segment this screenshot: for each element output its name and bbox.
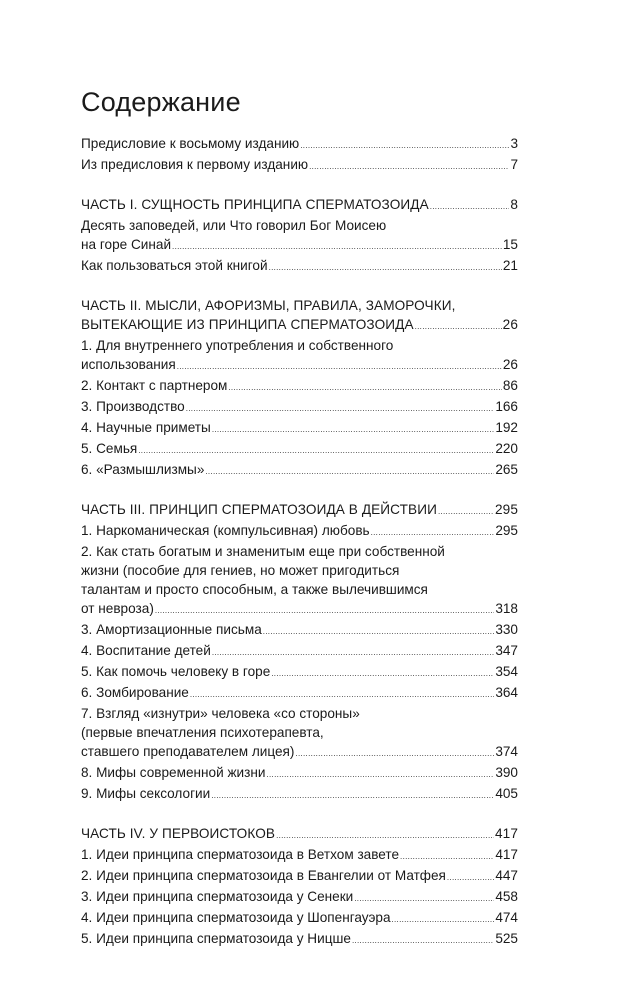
toc-entry-label: 1. Наркоманическая (компульсивная) любовь [81, 522, 370, 538]
toc-entry [81, 235, 518, 256]
toc-entry-label: 4. Научные приметы [81, 419, 211, 435]
part-heading-label: ВЫТЕКАЮЩИЕ ИЗ ПРИНЦИПА СПЕРМАТОЗОИДА [81, 316, 414, 332]
dot-leader [415, 315, 502, 336]
toc-entry-page: 417 [495, 846, 518, 862]
dot-leader [138, 439, 494, 460]
toc-entry-label: ставшего преподавателем лицея) [81, 743, 295, 759]
toc-entry [81, 620, 518, 641]
toc-entry-line: (первые впечатления психотерапевта, [81, 724, 324, 740]
dot-leader [205, 460, 494, 481]
toc-entry [81, 134, 518, 155]
toc-entry-label: Из предисловия к первому изданию [81, 156, 309, 172]
dot-leader [177, 355, 502, 376]
dot-leader [392, 908, 495, 929]
toc-entry-label: 9. Мифы сексологии [81, 785, 211, 801]
toc-entry-page: 21 [502, 257, 518, 273]
toc-entry-page: 474 [495, 909, 518, 925]
toc-entry-label: Как пользоваться этой книгой [81, 257, 268, 273]
part-heading-label: ЧАСТЬ I. СУЩНОСТЬ ПРИНЦИПА СПЕРМАТОЗОИДА [81, 196, 429, 212]
spacer [81, 481, 518, 500]
dot-leader [352, 929, 494, 950]
toc-entry-page: 364 [495, 684, 518, 700]
dot-leader [172, 235, 502, 256]
dot-leader [430, 195, 510, 216]
toc-entry [81, 866, 518, 887]
toc-entry-page: 220 [495, 440, 518, 456]
toc-entry-page: 354 [495, 663, 518, 679]
dot-leader [263, 620, 495, 641]
toc-entry-label: 3. Идеи принципа сперматозоида у Сенеки [81, 888, 354, 904]
toc-entry-label: 5. Идеи принципа сперматозоида у Ницше [81, 930, 351, 946]
toc-entry-label: Предисловие к восьмому изданию [81, 135, 300, 151]
dot-leader [269, 256, 502, 277]
toc-entry [81, 376, 518, 397]
toc-entry-page: 318 [495, 600, 518, 616]
toc-entry-line: 1. Для внутреннего употребления и собственного [81, 337, 394, 353]
toc-entry-label: 4. Воспитание детей [81, 642, 211, 658]
toc-entry-page: 295 [495, 522, 518, 538]
page-title: Содержание [81, 87, 241, 117]
part-heading-page: 295 [495, 501, 518, 517]
toc-entry-page: 347 [495, 642, 518, 658]
toc-entry-label: 3. Производство [81, 398, 185, 414]
toc-entry-page: 458 [495, 888, 518, 904]
dot-leader [400, 845, 494, 866]
toc-entry-page: 330 [495, 621, 518, 637]
dot-leader [354, 887, 494, 908]
part-heading [81, 315, 518, 336]
part-heading [81, 500, 518, 521]
spacer [81, 805, 518, 824]
dot-leader [438, 500, 494, 521]
toc-entry [81, 742, 518, 763]
part-heading-page: 26 [502, 316, 518, 332]
toc-entry-label: 2. Идеи принципа сперматозоида в Евангелии от Матфея [81, 867, 446, 883]
toc-entry-line: талантам и просто способным, а также вылечившимся [81, 581, 428, 597]
toc-entry-page: 26 [502, 356, 518, 372]
dot-leader [309, 155, 509, 176]
dot-leader [295, 742, 494, 763]
toc-entry-page: 192 [495, 419, 518, 435]
toc-entry-line: 2. Как стать богатым и знаменитым еще при собственной [81, 543, 445, 559]
toc-entry [81, 521, 518, 542]
toc-entry-label: 6. Зомбирование [81, 684, 189, 700]
toc-entry-page: 3 [510, 135, 518, 151]
part-heading [81, 195, 518, 216]
dot-leader [447, 866, 494, 887]
toc-entry-label: использования [81, 356, 176, 372]
dot-leader [300, 134, 509, 155]
toc-entry-label: 8. Мифы современной жизни [81, 764, 266, 780]
part-heading-page: 8 [510, 196, 518, 212]
part-heading [81, 824, 518, 845]
dot-leader [212, 418, 495, 439]
table-of-contents [81, 88, 518, 950]
dot-leader [228, 376, 502, 397]
toc-entry [81, 355, 518, 376]
toc-entry-page: 374 [495, 743, 518, 759]
toc-entry-page: 7 [510, 156, 518, 172]
toc-entry [81, 908, 518, 929]
part-heading-page: 417 [495, 825, 518, 841]
toc-entry-page: 405 [495, 785, 518, 801]
toc-entry [81, 929, 518, 950]
part-heading-label: ЧАСТЬ III. ПРИНЦИП СПЕРМАТОЗОИДА В ДЕЙСТВИИ [81, 501, 437, 517]
toc-entry [81, 460, 518, 481]
toc-entry [81, 599, 518, 620]
toc-entry-page: 166 [495, 398, 518, 414]
part-heading-label: ЧАСТЬ IV. У ПЕРВОИСТОКОВ [81, 825, 276, 841]
dot-leader [271, 662, 494, 683]
toc-entry-line: 7. Взгляд «изнутри» человека «со стороны» [81, 705, 360, 721]
toc-entry [81, 683, 518, 704]
toc-entry-label: 2. Контакт с партнером [81, 377, 228, 393]
toc-entry-page: 265 [495, 461, 518, 477]
toc-entry [81, 439, 518, 460]
toc-entry-page: 447 [495, 867, 518, 883]
dot-leader [155, 599, 494, 620]
toc-entry-label: на горе Синай [81, 236, 172, 252]
dot-leader [276, 824, 494, 845]
toc-entry-page: 390 [495, 764, 518, 780]
toc-entry-label: 6. «Размышлизмы» [81, 461, 205, 477]
toc-entry [81, 641, 518, 662]
toc-entry-page: 525 [495, 930, 518, 946]
spacer [81, 176, 518, 195]
spacer [81, 277, 518, 296]
toc-entry [81, 256, 518, 277]
toc-entry [81, 397, 518, 418]
dot-leader [267, 763, 495, 784]
dot-leader [212, 641, 494, 662]
toc-entry [81, 845, 518, 866]
toc-entry-line: Десять заповедей, или Что говорил Бог Моисею [81, 217, 387, 233]
dot-leader [186, 397, 495, 418]
dot-leader [190, 683, 494, 704]
toc-entry-label: 1. Идеи принципа сперматозоида в Ветхом завете [81, 846, 400, 862]
toc-entry-label: от невроза) [81, 600, 154, 616]
toc-entry-line: жизни (пособие для гениев, но может пригодиться [81, 562, 400, 578]
toc-entry-label: 4. Идеи принципа сперматозоида у Шопенгауэра [81, 909, 391, 925]
toc-entry-label: 5. Как помочь человеку в горе [81, 663, 271, 679]
toc-entry-page: 86 [502, 377, 518, 393]
toc-entry [81, 784, 518, 805]
toc-entry [81, 763, 518, 784]
dot-leader [211, 784, 494, 805]
part-heading-line: ЧАСТЬ II. МЫСЛИ, АФОРИЗМЫ, ПРАВИЛА, ЗАМОРОЧКИ, [81, 297, 456, 313]
toc-entry-page: 15 [502, 236, 518, 252]
toc-entry [81, 887, 518, 908]
toc-entry-label: 3. Амортизационные письма [81, 621, 262, 637]
dot-leader [371, 521, 495, 542]
toc-entry [81, 418, 518, 439]
toc-entry [81, 155, 518, 176]
toc-entry [81, 662, 518, 683]
toc-entry-label: 5. Семья [81, 440, 138, 456]
